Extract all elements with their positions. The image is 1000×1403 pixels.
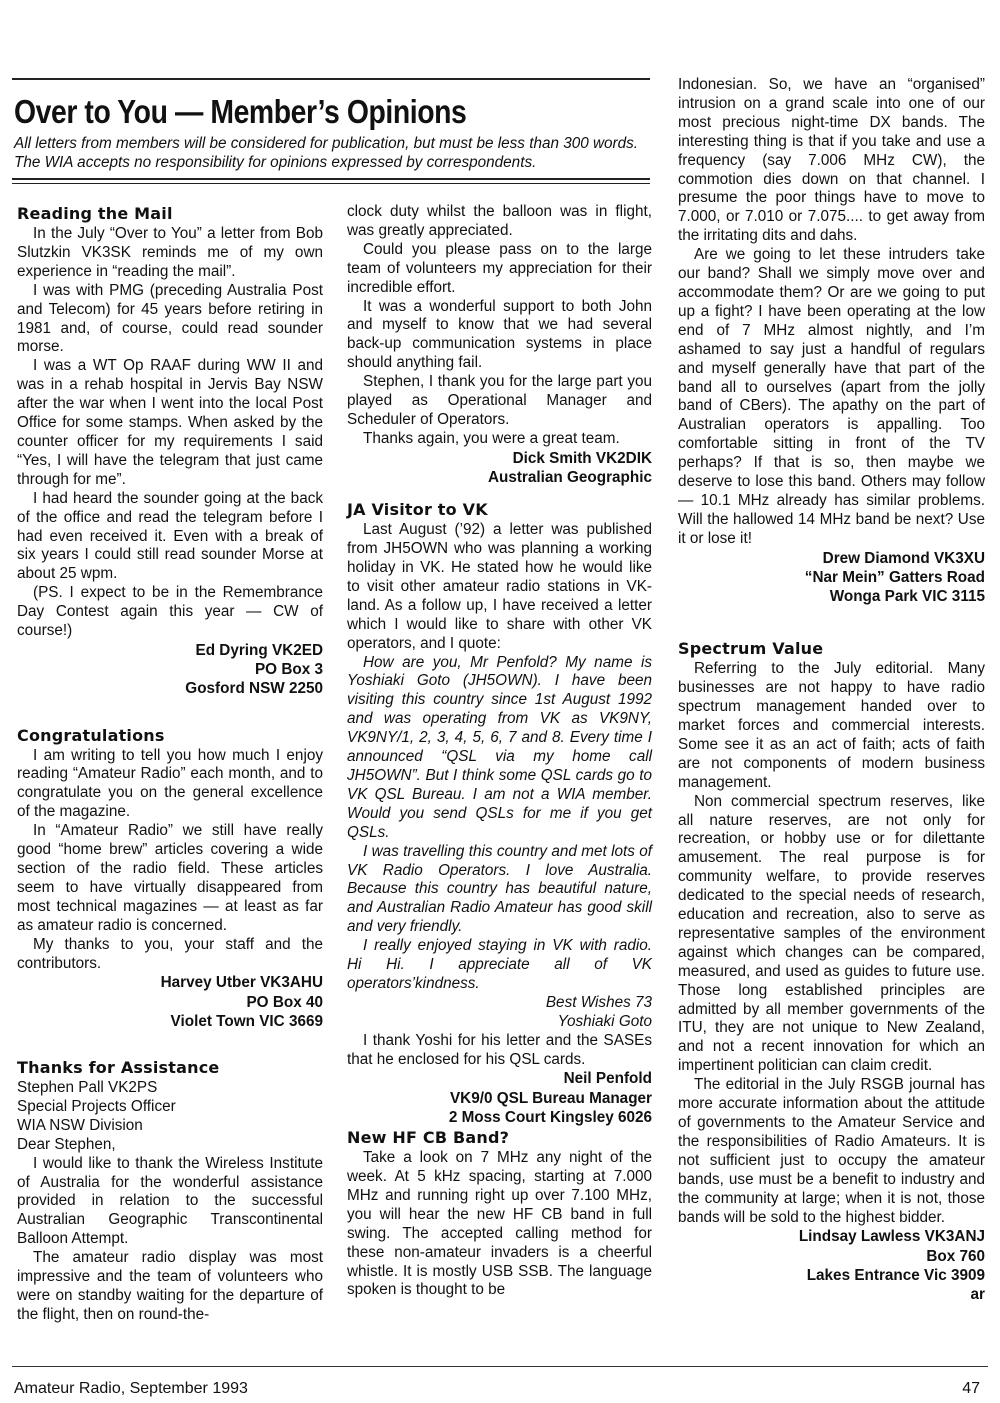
- paragraph: Non commercial spectrum reserves, like all nature reserves, are not only for recreation, or hobby use or for dilettante amusement. The real purpose is for community welfare, to provide reserves dedicated to the special needs of research, education and recreation, also to serve as representative samples of the environment against which changes can be compared, measured, and used as guides to future use. Those long established principles are admitted by all member governments of the ITU, they are not unique to New Zealand, and not a recent innovation for which an impertinent politician can claim credit.: [678, 792, 985, 1075]
- heading-spectrum-value: Spectrum Value: [678, 639, 824, 659]
- column-1: [17, 203, 323, 1325]
- paragraph: I would like to thank the Wireless Institute of Australia for the wonderful assistance provided in relation to the successful Australian Geographic Transcontinental Balloon Attempt.: [17, 1154, 323, 1248]
- paragraph: Take a look on 7 MHz any night of the week. At 5 kHz spacing, starting at 7.000 MHz and running right up over 7.100 MHz, you will hear the new HF CB band in full swing. The accepted calling method for these non-amateur invaders is a cheerful whistle. It is mostly USB SSB. The language spoken is thought to be: [347, 1149, 652, 1299]
- paragraph: Thanks again, you were a great team.: [363, 429, 620, 447]
- spacer: [17, 1031, 323, 1057]
- paragraph: I am writing to tell you how much I enjoy reading “Amateur Radio” each month, and to congratulate you on the general excellence of the magazine.: [17, 746, 323, 821]
- address-line: Stephen Pall VK2PS: [17, 1079, 158, 1097]
- signature-title: VK9/0 QSL Bureau Manager: [449, 1089, 652, 1107]
- spacer: [678, 606, 985, 638]
- intro-rule: [12, 178, 650, 180]
- spacer: [347, 487, 652, 499]
- signature-block: [347, 1069, 652, 1127]
- signature-address: Lakes Entrance Vic 3909: [806, 1266, 985, 1284]
- paragraph: Stephen, I thank you for the large part you played as Operational Manager and Scheduler of Operators.: [347, 373, 652, 428]
- paragraph: clock duty whilst the balloon was in flight, was greatly appreciated.: [347, 203, 652, 239]
- signature-address: PO Box 40: [246, 993, 323, 1011]
- letter-congratulations: [17, 725, 323, 1031]
- heading-ja-visitor: JA Visitor to VK: [347, 500, 488, 520]
- address-line: WIA NSW Division: [17, 1116, 143, 1134]
- page-number: 47: [962, 1380, 980, 1397]
- signature-block: [678, 1227, 985, 1304]
- signature-name: Ed Dyring VK2ED: [195, 641, 323, 659]
- signature-organisation: Australian Geographic: [487, 468, 652, 486]
- letter-new-hf-cb-band: [347, 1127, 652, 1300]
- intro-text: All letters from members will be considered for publication, but must be less than 300 words. The WIA accepts no responsibility for opinions expressed by correspondents.: [14, 135, 639, 171]
- paragraph: Indonesian. So, we have an “organised” intrusion on a grand scale into one of our most precious night-time DX bands. The interesting thing is that if you take and use a frequency (say 7.006 MHz CW), the commotion dies down on that channel. I presume the poor things have to move to 7.000, or 7.010 or 7.075.... to get away from the irritating dits and dahs.: [678, 76, 985, 245]
- heading-congratulations: Congratulations: [17, 725, 165, 745]
- signature-name: Harvey Utber VK3AHU: [160, 974, 323, 992]
- signature-address: 2 Moss Court Kingsley 6026: [448, 1108, 652, 1126]
- paragraph: In “Amateur Radio” we still have really good “home brew” articles covering a wide section of the radio field. These articles seem to have virtually disappeared from most technical magazines — at least as far as amateur radio is concerned.: [17, 822, 323, 934]
- quoted-paragraph: How are you, Mr Penfold? My name is Yoshiaki Goto (JH5OWN). I have been visiting this country since 1st August 1992 and was operating from VK as VK9NY, VK9NY/1, 2, 3, 4, 5, 6, 7 and 8. Every time I announced “QSL via my home call JH5OWN”. But I think some QSL cards go to VK QSL Bureau. I am not a WIA member. Would you send QSLs for me if you get QSLs.: [347, 653, 652, 841]
- paragraph: In the July “Over to You” a letter from Bob Slutzkin VK3SK reminds me of my own experience in “reading the mail”.: [17, 225, 323, 280]
- letter-reading-the-mail: [17, 203, 323, 699]
- end-mark: ar: [970, 1286, 985, 1304]
- letter-ja-visitor: [347, 499, 652, 1127]
- footer-rule: [12, 1366, 988, 1367]
- quoted-paragraph: I really enjoyed staying in VK with radio. Hi Hi. I appreciate all of VK operators’kindness.: [347, 937, 652, 992]
- paragraph: Are we going to let these intruders take our band? Shall we simply move over and accommodate them? Or are we going to put up a fight? I have been operating at the low end of 7 MHz almost nightly, and I’m ashamed to say just a handful of regulars and myself generally have that part of the band all to ourselves (apart from the jolly band of CBers). The apathy on the part of Australian operators is appalling. Too comfortable sitting in front of the TV perhaps? If that is so, then maybe we deserve to lose this band. Others may follow — 10.1 MHz already has similar problems. Will the hallowed 14 MHz band be next? Use it or lose it!: [678, 246, 985, 547]
- signature-block: [678, 549, 985, 607]
- letter-new-hf-cb-band-continued: [678, 76, 985, 606]
- paragraph: I thank Yoshi for his letter and the SASEs that he enclosed for his QSL cards.: [347, 1031, 652, 1068]
- address-line: Special Projects Officer: [17, 1097, 176, 1115]
- paragraph: I had heard the sounder going at the back of the office and read the telegram before I had even received it. Even with a break of six years I could still read sounder Morse at about 25 wpm.: [17, 489, 323, 583]
- paragraph: It was a wonderful support to both John and myself to know that we had several back-up communication systems in place should anything fail.: [347, 297, 652, 372]
- signature-address: Violet Town VIC 3669: [170, 1012, 323, 1030]
- quoted-signoff: Yoshiaki Goto: [557, 1012, 652, 1030]
- signature-address: “Nar Mein” Gatters Road: [804, 568, 985, 586]
- footer-publication: Amateur Radio, September 1993: [14, 1380, 248, 1397]
- quoted-signoff: Best Wishes 73: [545, 993, 652, 1011]
- signature-address: Gosford NSW 2250: [185, 680, 323, 698]
- paragraph: (PS. I expect to be in the Remembrance Day Contest again this year — CW of course!): [17, 584, 323, 640]
- signature-name: Lindsay Lawless VK3ANJ: [798, 1228, 985, 1246]
- spacer: [17, 699, 323, 725]
- signature-address: PO Box 3: [254, 661, 323, 679]
- paragraph: My thanks to you, your staff and the contributors.: [17, 935, 323, 972]
- paragraph: I was a WT Op RAAF during WW II and was in a rehab hospital in Jervis Bay NSW after the war when I went into the local Post Office for some stamps. When asked by the counter officer for my requirements I said “Yes, I will have the telegram that just came through for me”.: [17, 357, 323, 488]
- heading-reading-the-mail: Reading the Mail: [17, 204, 173, 223]
- page-title: Over to You — Member’s Opinions: [14, 93, 467, 130]
- heading-thanks-for-assistance: Thanks for Assistance: [17, 1058, 220, 1078]
- paragraph: The editorial in the July RSGB journal has more accurate information about the attitude of governments to the Amateur Service and the responsibilities of Radio Amateurs. It is not sufficient just to occupy the amateur bands, use must be a benefit to industry and the community at large; when it is not, those bands will be sold to the highest bidder.: [678, 1076, 985, 1226]
- quoted-paragraph: I was travelling this country and met lots of VK Radio Operators. I love Australia. Because this country has beautiful nature, and Australian Radio Amateur has good skill and very friendly.: [347, 842, 652, 936]
- signature-block: [17, 641, 323, 699]
- paragraph: I was with PMG (preceding Australia Post and Telecom) for 45 years before retiring in 1981 and, of course, could read sounder morse.: [17, 281, 323, 356]
- signature-address: Box 760: [926, 1247, 985, 1265]
- column-2: [347, 203, 652, 1300]
- letter-thanks-continued: [347, 203, 652, 487]
- column-3: [678, 76, 985, 1304]
- salutation: Dear Stephen,: [17, 1135, 116, 1153]
- letter-spectrum-value: [678, 638, 985, 1304]
- paragraph: Could you please pass on to the large team of volunteers my appreciation for their incredible effort.: [347, 240, 652, 296]
- paragraph: Referring to the July editorial. Many businesses are not happy to have radio spectrum management handed over to market forces and commercial interests. Some see it as an act of faith; acts of faith are not components of modern business management.: [678, 660, 985, 791]
- signature-address: Wonga Park VIC 3115: [829, 588, 985, 606]
- top-rule: [12, 78, 650, 80]
- letter-thanks-for-assistance: [17, 1057, 323, 1325]
- signature-name: Dick Smith VK2DIK: [512, 449, 652, 467]
- signature-name: Drew Diamond VK3XU: [822, 549, 985, 567]
- signature-block: [17, 973, 323, 1031]
- signature-name: Neil Penfold: [563, 1070, 652, 1088]
- paragraph: The amateur radio display was most impressive and the team of volunteers who were on standby waiting for the departure of the flight, then on round-the-: [17, 1249, 323, 1323]
- intro-rule-thin: [12, 183, 650, 184]
- heading-new-hf-cb-band: New HF CB Band?: [347, 1128, 510, 1148]
- signature-block: [347, 449, 652, 487]
- paragraph: Last August (’92) a letter was published from JH5OWN who was planning a working holiday in VK. He stated how he would like to visit other amateur radio stations in VK-land. As a follow up, I have received a letter which I would like to share with other VK operators, and I quote:: [347, 521, 652, 652]
